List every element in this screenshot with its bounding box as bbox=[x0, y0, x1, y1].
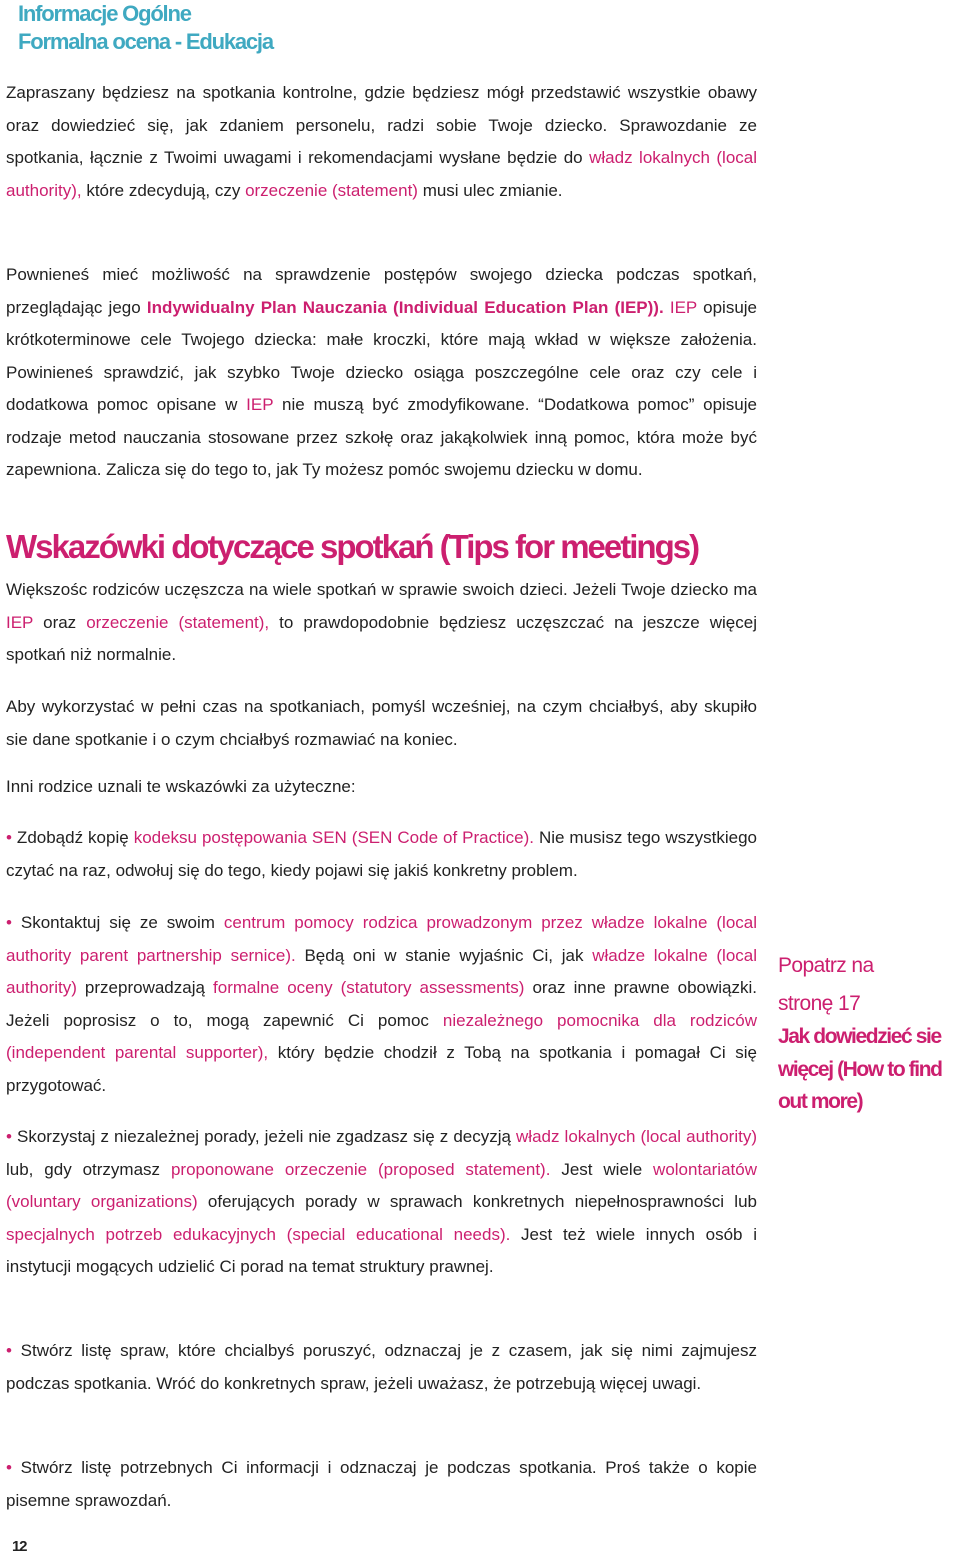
bullet-icon: • bbox=[6, 1458, 12, 1477]
page-number: 12 bbox=[12, 1538, 27, 1555]
list-item-code-of-practice: • Zdobądź kopię kodeksu postępowania SEN (SEN Code of Practice). Nie musisz tego wszystkiego czytać na raz, odwołuj się do tego, kiedy pojawi się jakiś konkretny problem. bbox=[6, 828, 757, 880]
paragraph-tips-intro: Inni rodzice uznali te wskazówki za użyteczne: bbox=[6, 777, 356, 796]
term-voluntary-organizations: wolontariatów (voluntary organizations) bbox=[6, 1159, 757, 1211]
sidebar-see-label: Popatrz na bbox=[778, 954, 874, 977]
paragraph-meetings-intro: Zapraszany będziesz na spotkania kontrolne, gdzie będziesz mógł przedstawić wszystkie obawy oraz dowiedzieć się, jak zdaniem personelu, radzi sobie Twoje dziecko. Sprawozdanie ze spotkania, łącznie z Twoimi uwagami i rekomendacjami wysłane będzie do władz lokalnych (local authority), które zdecydują, czy orzeczenie (statement) musi ulec zmianie. bbox=[6, 83, 757, 200]
list-item-independent-advice: • Skorzystaj z niezależnej porady, jeżeli nie zgadzasz się z decyzją władz lokalnych (local authority) lub, gdy otrzymasz proponowane orzeczenie (proposed statement). Jest wiele wolontariatów (voluntary organizations) oferujących porady w sprawach konkretnych niepełnosprawności lub specjalnych potrzeb edukacyjnych (special educational needs). Jest też wiele innych osób i instytucji mogących udzielić Ci porad na temat struktury prawnej. bbox=[6, 1127, 758, 1276]
paragraph-prepare: Aby wykorzystać w pełni czas na spotkaniach, pomyśl wcześniej, na czym chciałbyś, aby skupiło sie dane spotkanie i o czym chciałbyś rozmawiać na koniec. bbox=[6, 697, 757, 749]
sidebar-page-ref: stronę 17 bbox=[778, 992, 861, 1015]
term-statutory-assessments: formalne oceny (statutory assessments) bbox=[213, 978, 525, 997]
list-item-info-list: • Stwórz listę potrzebnych Ci informacji i odznaczaj je podczas spotkania. Proś także o kopie pisemne sprawozdań. bbox=[6, 1458, 757, 1510]
term-statement: orzeczenie (statement), bbox=[86, 612, 270, 632]
bullet-icon: • bbox=[6, 1127, 12, 1146]
bullet-icon: • bbox=[6, 913, 12, 932]
term-sen-code: kodeksu postępowania SEN (SEN Code of Practice). bbox=[133, 828, 534, 847]
term-iep: IEP bbox=[6, 612, 34, 632]
term-independent-supporter: niezależnego pomocnika dla rodziców (independent parental supporter), bbox=[6, 1010, 757, 1062]
term-local-authority: władze lokalne (local authority) bbox=[6, 945, 758, 997]
header-title: Informacje Ogólne bbox=[18, 1, 191, 26]
term-local-authority: władz lokalnych (local authority), bbox=[6, 148, 757, 200]
term-local-authority: władz lokalnych (local authority) bbox=[516, 1127, 758, 1146]
term-iep: IEP bbox=[246, 395, 274, 414]
section-heading: Wskazówki dotyczące spotkań (Tips for meetings) bbox=[6, 528, 699, 565]
bullet-icon: • bbox=[6, 1341, 12, 1360]
term-special-needs: specjalnych potrzeb edukacyjnych (special educational needs). bbox=[6, 1224, 511, 1244]
term-iep-full: Indywidualny Plan Nauczania (Individual Education Plan (IEP)). bbox=[146, 297, 664, 317]
term-iep: IEP bbox=[669, 297, 697, 317]
term-statement: orzeczenie (statement) bbox=[245, 180, 418, 200]
sidebar-section-title: Jak dowiedzieć sie więcej (How to find out more) bbox=[778, 1025, 942, 1113]
paragraph-iep: Pownieneś mieć możliwość na sprawdzenie postępów swojego dziecka podczas spotkań, przeglądając jego Indywidualny Plan Nauczania (Individual Education Plan (IEP)). IEP opisuje krótkoterminowe cele Twojego dziecka: małe kroczki, które mają wkład w większe założenia. Powinieneś sprawdzić, jak szybko Twoje dziecko osiąga poszczególne cele oraz czy cele i dodatkowa pomoc opisane w IEP nie muszą być zmodyfikowane. “Dodatkowa pomoc” opisuje rodzaje metod nauczania stosowane przez szkołę oraz jakąkolwiek inną pomoc, która może być zapewniona. Zalicza się do tego to, jak Ty możesz pomóc swojemu dziecku w domu. bbox=[6, 265, 758, 479]
term-proposed-statement: proponowane orzeczenie (proposed statement). bbox=[170, 1159, 551, 1179]
list-item-issues-list: • Stwórz listę spraw, które chcialbyś poruszyć, odznaczaj je z czasem, jak się nimi zajmujesz podczas spotkania. Wróć do konkretnych spraw, jeżeli uważasz, że potrzebują więcej uwagi. bbox=[6, 1341, 757, 1393]
header-subtitle: Formalna ocena - Edukacja bbox=[18, 29, 273, 54]
term-parent-partnership: centrum pomocy rodzica prowadzonym przez władze lokalne (local authority parent partnership sernice). bbox=[6, 913, 758, 965]
list-item-parent-partnership: • Skontaktuj się ze swoim centrum pomocy rodzica prowadzonym przez władze lokalne (local authority parent partnership sernice). Będą oni w stanie wyjaśnic Ci, jak władze lokalne (local authority) przeprowadzają formalne oceny (statutory assessments) oraz inne prawne obowiązki. Jeżeli poprosisz o to, mogą zapewnić Ci pomoc niezależnego pomocnika dla rodziców (independent parental supporter), który będzie chodził z Tobą na spotkania i pomagał Ci się przygotować. bbox=[6, 913, 758, 1095]
paragraph-many-meetings: Większośc rodziców uczęszcza na wiele spotkań w sprawie swoich dzieci. Jeżeli Twoje dziecko ma IEP oraz orzeczenie (statement), to prawdopodobnie będziesz uczęszczać na jeszcze więcej spotkań niż normalnie. bbox=[6, 580, 757, 664]
sidebar-see-page bbox=[778, 947, 960, 1023]
bullet-icon: • bbox=[6, 828, 12, 847]
